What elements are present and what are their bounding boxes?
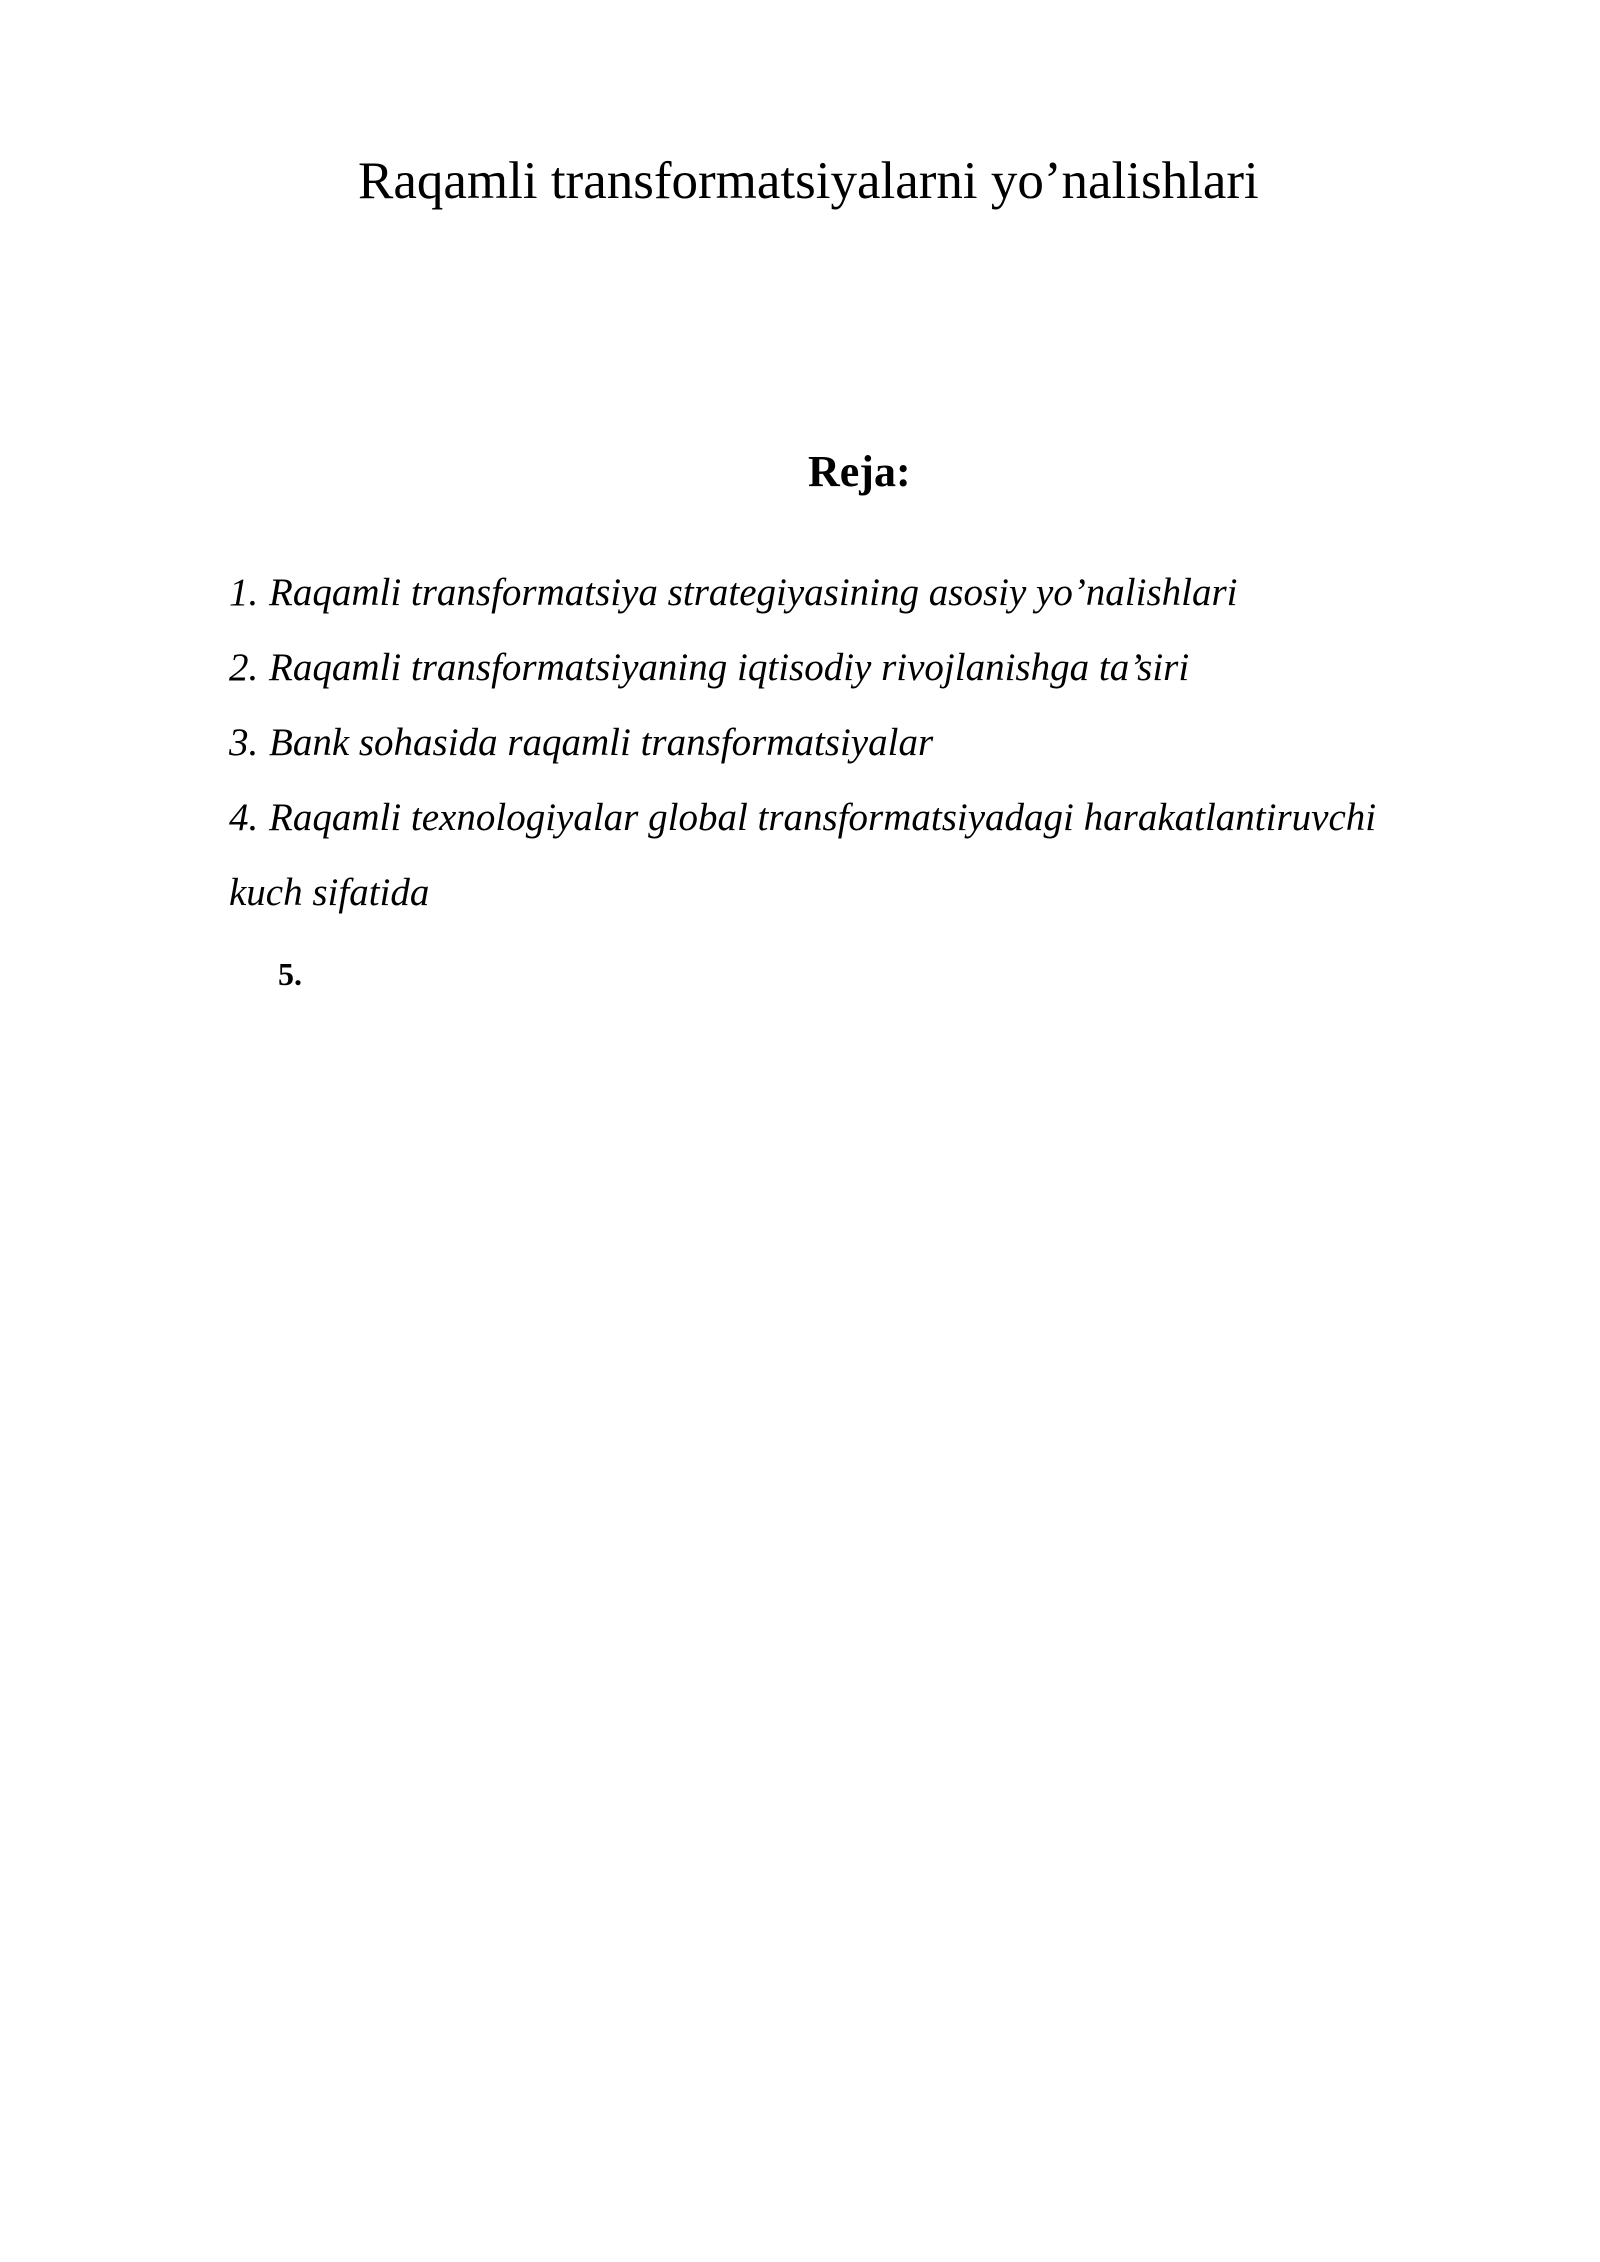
document-title: Raqamli transformatsiyalarni yo’nalishlari (358, 152, 1259, 210)
plan-item-3 (229, 705, 1379, 780)
plan-item-text: Raqamli transformatsiya strategiyasining asosiy yo’nalishlari (269, 571, 1238, 614)
plan-item-1 (229, 555, 1379, 630)
plan-item-text: Raqamli transformatsiyaning iqtisodiy rivojlanishga ta’siri (269, 646, 1190, 689)
plan-list (229, 555, 1379, 930)
plan-item-4 (229, 780, 1379, 930)
plan-item-2 (229, 630, 1379, 705)
plan-heading: Reja: (808, 447, 911, 496)
plan-item-number: 4. (229, 796, 259, 839)
plan-item-text: Bank sohasida raqamli transformatsiyalar (269, 721, 934, 764)
plan-item-5-number: 5. (278, 956, 302, 992)
plan-item-text: Raqamli texnologiyalar global transformatsiyadagi harakatlantiruvchi kuch sifatida (229, 796, 1377, 914)
plan-item-number: 3. (229, 721, 259, 764)
plan-item-number: 2. (229, 646, 259, 689)
plan-item-number: 1. (229, 571, 259, 614)
